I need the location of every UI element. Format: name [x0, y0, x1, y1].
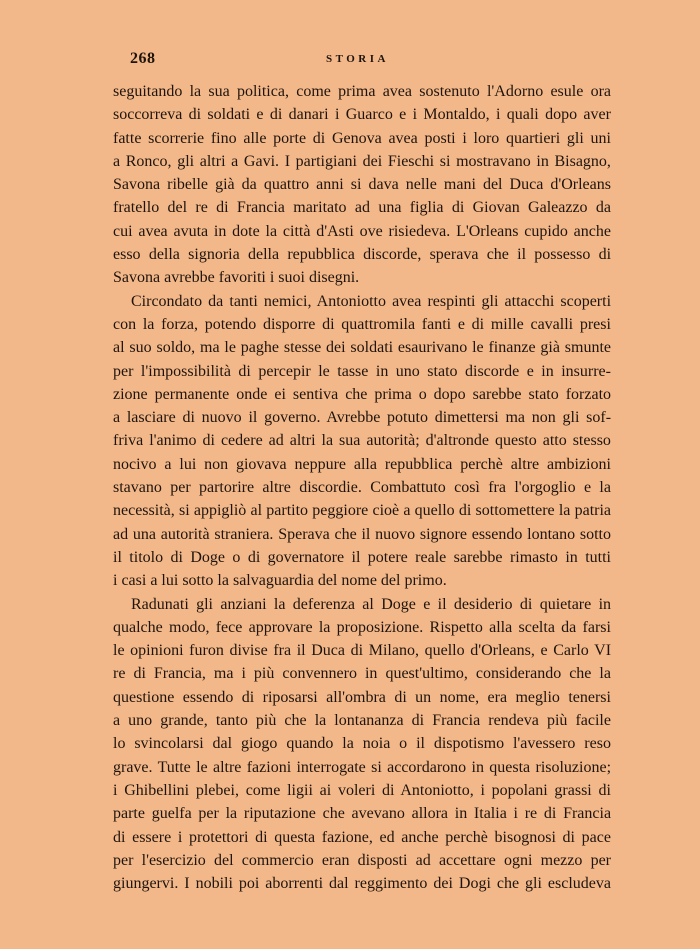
- text-line: Radunati gli anziani la deferenza al Doge e il desiderio di quietare in: [131, 595, 612, 613]
- text-line: le opinioni furon divise fra il Duca di Milano, quello d'Orleans, e Carlo VI: [113, 642, 612, 660]
- text-line: Savona avrebbe favoriti i suoi disegni.: [113, 269, 360, 287]
- text-line: soccorreva di soldati e di danari i Guarco e i Montaldo, i quali dopo aver: [113, 106, 611, 124]
- text-line: nocivo a lui non giovava neppure alla repubblica perchè altre ambizioni: [113, 455, 611, 473]
- running-head: STORIA: [326, 53, 389, 65]
- text-line: Savona ribelle già da quattro anni si dava nelle mani del Duca d'Orleans: [113, 176, 611, 194]
- text-line: Circondato da tanti nemici, Antoniotto avea respinti gli attacchi scoperti: [131, 292, 612, 310]
- text-line: fratello del re di Francia maritato ad una figlia di Giovan Galeazzo da: [113, 199, 611, 217]
- text-line: ad una autorità straniera. Sperava che il nuovo signore essendo lontano sotto: [113, 525, 612, 543]
- text-line: necessità, si appigliò al partito peggiore cioè a quello di sottomettere la patria: [113, 502, 612, 520]
- text-line: a Ronco, gli altri a Gavi. I partigiani dei Fieschi si mostravano in Bisagno,: [113, 152, 611, 170]
- text-line: al suo soldo, ma le paghe stesse dei soldati esaurivano le finanze già smunte: [113, 339, 612, 357]
- text-line: cui avea avuta in dote la città d'Asti ove risiedeva. L'Orleans cupido anche: [113, 222, 611, 240]
- text-line: lo svincolarsi dal giogo quando la noia o il dispotismo l'avessero reso: [113, 735, 611, 753]
- text-line: di essere i protettori di questa fazione, ed anche perchè bisognosi di pace: [113, 828, 611, 846]
- text-line: esso della signoria della repubblica discorde, sperava che il possesso di: [113, 246, 612, 264]
- page-number: 268: [130, 50, 156, 67]
- page-header: [113, 50, 613, 70]
- text-line: parte guelfa per la riputazione che avevano allora in Italia i re di Francia: [113, 805, 612, 823]
- text-line: il titolo di Doge o di governatore il potere reale sarebbe rimasto in tutti: [113, 548, 611, 566]
- text-line: qualche modo, fece approvare la proposizione. Rispetto alla scelta da farsi: [113, 618, 611, 636]
- text-line: re di Francia, ma i più convennero in quest'ultimo, considerando che la: [113, 665, 611, 683]
- text-line: i Ghibellini plebei, come ligii ai voleri di Antoniotto, i popolani grassi di: [113, 781, 611, 799]
- text-line: per l'esercizio del commercio eran disposti ad accettare ogni mezzo per: [113, 851, 611, 869]
- text-line: grave. Tutte le altre fazioni interrogate si accordarono in questa risoluzione;: [113, 758, 612, 776]
- text-line: a uno grande, tanto più che la lontananza di Francia rendeva più facile: [113, 712, 611, 730]
- text-line: a lasciare di nuovo il governo. Avrebbe potuto dimettersi ma non gli sof-: [113, 409, 612, 427]
- text-line: stavano per partorire altre discordie. Combattuto così fra l'orgoglio e la: [113, 479, 611, 497]
- text-line: i casi a lui sotto la salvaguardia del nome del primo.: [113, 572, 447, 590]
- text-line: con la forza, potendo disporre di quattromila fanti e di mille cavalli presi: [113, 315, 611, 333]
- body-text: [113, 80, 611, 895]
- text-line: per l'impossibilità di percepir le tasse in uno stato discorde e in insurre-: [113, 362, 611, 380]
- text-line: friva l'animo di cedere ad altri la sua autorità; d'altronde questo atto stesso: [113, 432, 611, 450]
- text-line: seguitando la sua politica, come prima avea sostenuto l'Adorno esule ora: [113, 83, 612, 100]
- text-line: zione permanente onde ei sentiva che prima o dopo sarebbe stato forzato: [113, 385, 612, 403]
- text-line: giungervi. I nobili poi aborrenti dal reggimento dei Dogi che gli escludeva: [113, 875, 611, 893]
- text-line: fatte scorrerie fino alle porte di Genova avea posti i loro quartieri gli uni: [113, 129, 611, 147]
- text-line: questione essendo di riposarsi all'ombra di un nome, era meglio tenersi: [113, 688, 611, 706]
